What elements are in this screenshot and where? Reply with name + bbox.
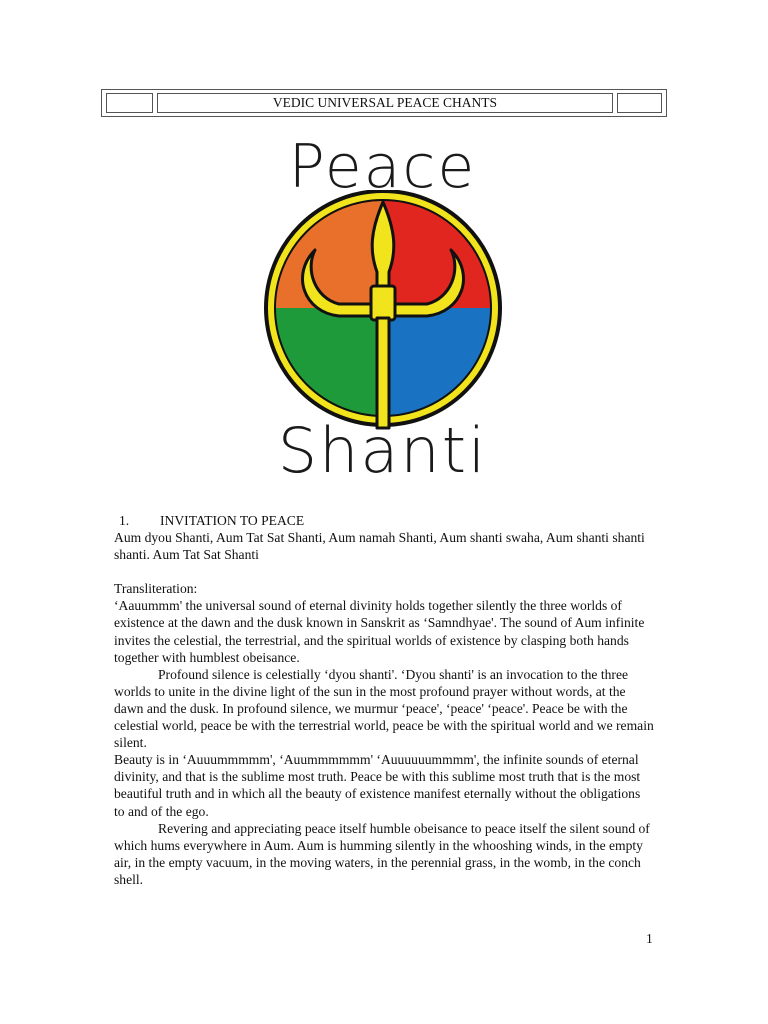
section-heading — [114, 512, 654, 529]
header-cell-left — [106, 93, 153, 113]
section-title: INVITATION TO PEACE — [160, 513, 305, 528]
paragraph-3: Beauty is in ‘Auuummmmm', ‘Auummmmmm' ‘Auuuuuummmm', the infinite sounds of eternal divinity, and that is the sublime most truth. Peace be with this sublime most truth that is the most beautiful truth and in which all the beauty of existence manifest eternally without the obligations to and of the ego. — [114, 752, 641, 819]
header-table — [101, 89, 667, 117]
paragraph-4: Revering and appreciating peace itself humble obeisance to peace itself the silent sound of which hums everywhere in Aum. Aum is humming silently in the whooshing winds, in the empty air, in the empty vacuum, in the moving waters, in the perennial grass, in the womb, in the conch shell. — [114, 820, 650, 887]
transliteration-label: Transliteration: — [114, 581, 198, 597]
trishul-icon — [255, 190, 510, 430]
document-title: VEDIC UNIVERSAL PEACE CHANTS — [272, 95, 498, 110]
peace-shanti-logo — [255, 132, 510, 497]
spacer — [114, 563, 654, 580]
paragraph-1: ‘Aauummm' the universal sound of eternal divinity holds together silently the three worlds of existence at the dawn and the dusk known in Sanskrit as ‘Samndhyae'. The sound of Aum infinite invites the celestial, the terrestrial, and the spiritual worlds of existence by clasping both hands together with humblest obeisance. — [114, 598, 645, 665]
chant-text: Aum dyou Shanti, Aum Tat Sat Shanti, Aum namah Shanti, Aum shanti swaha, Aum shanti shanti shanti. Aum Tat Sat Shanti — [114, 530, 645, 563]
paragraph-2: Profound silence is celestially ‘dyou shanti'. ‘Dyou shanti' is an invocation to the three worlds to unite in the divine light of the sun in the most profound prayer without words, at the dawn and the dusk. In profound silence, we murmur ‘peace', ‘peace' ‘peace'. Peace be with the celestial world, peace be with the terrestrial world, peace be with the spiritual world and we remain silent. — [114, 666, 654, 751]
header-cell-right — [617, 93, 662, 113]
document-body — [114, 512, 654, 888]
header-cell-title — [157, 93, 613, 113]
logo-word-peace: Peace — [288, 132, 477, 202]
section-number: 1. — [119, 513, 130, 528]
page-number: 1 — [646, 931, 653, 946]
logo-word-shanti: Shanti — [277, 414, 488, 487]
